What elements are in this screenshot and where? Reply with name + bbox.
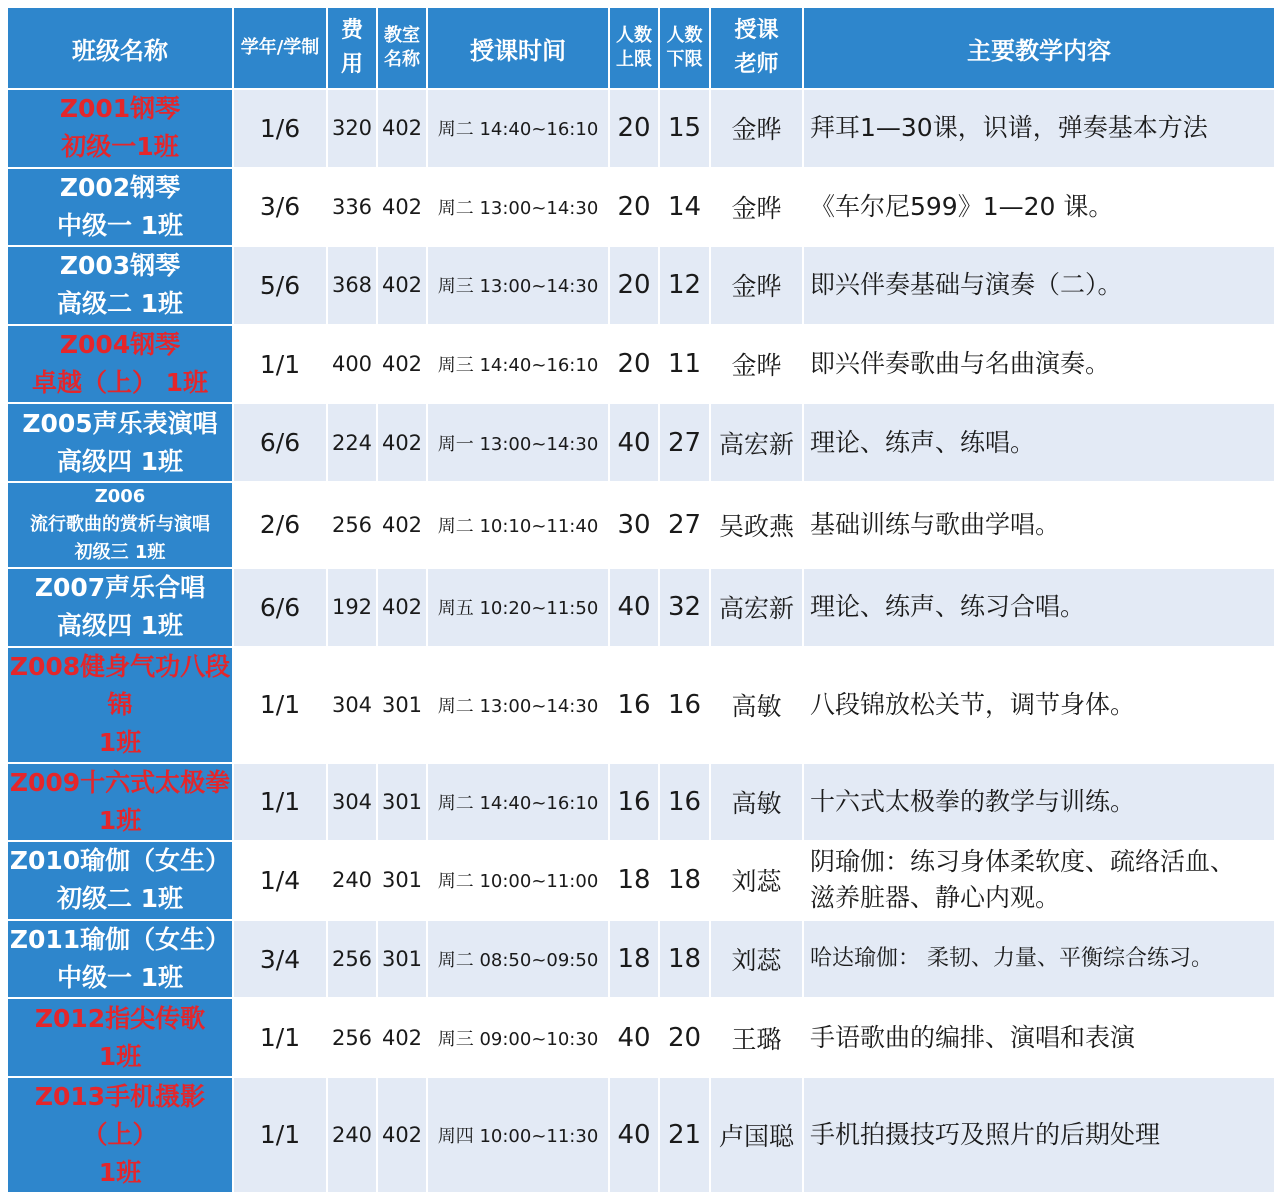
capacity-max-cell: 40 (609, 568, 659, 647)
header-content: 主要教学内容 (803, 7, 1275, 89)
time-cell: 周二 13:00~14:30 (427, 647, 609, 763)
class-name-cell (7, 403, 233, 482)
year-cell: 6/6 (233, 403, 327, 482)
table-row (7, 168, 1275, 247)
capacity-min-cell: 12 (659, 246, 710, 325)
capacity-min-cell: 18 (659, 841, 710, 920)
capacity-max-cell: 40 (609, 998, 659, 1077)
room-cell: 402 (377, 998, 427, 1077)
time-cell: 周五 10:20~11:50 (427, 568, 609, 647)
capacity-max-cell: 20 (609, 89, 659, 168)
time-cell: 周二 14:40~16:10 (427, 763, 609, 842)
teacher-cell: 高敏 (710, 763, 803, 842)
content-cell (803, 841, 1275, 920)
capacity-min-cell: 18 (659, 920, 710, 999)
content-line: 滋养脏器、静心内观。 (810, 883, 1061, 913)
table-row (7, 763, 1275, 842)
header-room: 教室 名称 (377, 7, 427, 89)
teacher-cell: 吴政燕 (710, 482, 803, 568)
fee-cell: 256 (327, 998, 377, 1077)
content-cell (803, 325, 1275, 404)
year-cell: 1/4 (233, 841, 327, 920)
fee-cell: 240 (327, 1077, 377, 1193)
class-name-line: Z006 (94, 485, 146, 507)
content-cell (803, 168, 1275, 247)
class-name-cell (7, 168, 233, 247)
table-row (7, 998, 1275, 1077)
class-name-line: Z010瑜伽（女生） (9, 846, 231, 876)
year-cell: 5/6 (233, 246, 327, 325)
room-cell: 402 (377, 1077, 427, 1193)
room-cell: 402 (377, 403, 427, 482)
teacher-cell: 卢国聪 (710, 1077, 803, 1193)
class-name-line: Z007声乐合唱 (34, 573, 206, 603)
course-table (6, 6, 1276, 1194)
year-cell: 1/1 (233, 325, 327, 404)
content-cell (803, 763, 1275, 842)
teacher-cell: 刘蕊 (710, 841, 803, 920)
content-line: 基础训练与歌曲学唱。 (810, 509, 1061, 539)
year-cell: 1/1 (233, 1077, 327, 1193)
class-name-line: Z011瑜伽（女生） (9, 925, 231, 955)
room-cell: 301 (377, 647, 427, 763)
class-name-cell (7, 647, 233, 763)
table-row (7, 403, 1275, 482)
class-name-cell (7, 325, 233, 404)
capacity-min-cell: 27 (659, 403, 710, 482)
content-cell (803, 920, 1275, 999)
teacher-cell: 王璐 (710, 998, 803, 1077)
content-line: 即兴伴奏基础与演奏（二）。 (810, 270, 1123, 300)
content-cell (803, 1077, 1275, 1193)
class-name-line: 流行歌曲的赏析与演唱 (30, 513, 210, 535)
content-line: 即兴伴奏歌曲与名曲演奏。 (810, 349, 1111, 379)
time-cell: 周一 13:00~14:30 (427, 403, 609, 482)
capacity-min-cell: 11 (659, 325, 710, 404)
capacity-max-cell: 18 (609, 920, 659, 999)
room-cell: 402 (377, 246, 427, 325)
class-name-line: Z001钢琴 (59, 94, 181, 124)
room-cell: 301 (377, 763, 427, 842)
teacher-cell: 金晔 (710, 168, 803, 247)
room-cell: 402 (377, 325, 427, 404)
header-time: 授课时间 (427, 7, 609, 89)
capacity-max-cell: 18 (609, 841, 659, 920)
room-cell: 301 (377, 920, 427, 999)
content-cell (803, 246, 1275, 325)
time-cell: 周三 14:40~16:10 (427, 325, 609, 404)
class-name-line: 初级一1班 (61, 132, 179, 162)
class-name-cell (7, 763, 233, 842)
teacher-cell: 金晔 (710, 325, 803, 404)
class-name-line: Z005声乐表演唱 (22, 408, 218, 438)
table-row (7, 89, 1275, 168)
course-table-wrapper (6, 6, 1276, 1194)
year-cell: 1/1 (233, 998, 327, 1077)
content-cell (803, 998, 1275, 1077)
class-name-line: Z004钢琴 (59, 330, 181, 360)
capacity-min-cell: 32 (659, 568, 710, 647)
class-name-line: 高级四 1班 (56, 611, 184, 641)
time-cell: 周二 13:00~14:30 (427, 168, 609, 247)
time-cell: 周三 09:00~10:30 (427, 998, 609, 1077)
class-name-line: Z002钢琴 (59, 172, 181, 202)
table-row (7, 246, 1275, 325)
room-cell: 301 (377, 841, 427, 920)
table-body (7, 89, 1275, 1193)
capacity-min-cell: 16 (659, 763, 710, 842)
room-cell: 402 (377, 568, 427, 647)
fee-cell: 368 (327, 246, 377, 325)
room-cell: 402 (377, 89, 427, 168)
header-teacher: 授课 老师 (710, 7, 803, 89)
table-row (7, 1077, 1275, 1193)
fee-cell: 320 (327, 89, 377, 168)
fee-cell: 304 (327, 647, 377, 763)
header-year: 学年/学制 (233, 7, 327, 89)
content-line: 拜耳1—30课，识谱，弹奏基本方法 (810, 113, 1208, 143)
time-cell: 周二 10:00~11:00 (427, 841, 609, 920)
class-name-cell (7, 1077, 233, 1193)
class-name-line: 中级一 1班 (56, 963, 184, 993)
class-name-line: 1班 (98, 1041, 142, 1071)
content-line: 手语歌曲的编排、演唱和表演 (810, 1022, 1136, 1052)
content-line: 理论、练声、练唱。 (810, 427, 1036, 457)
capacity-max-cell: 40 (609, 403, 659, 482)
header-capacity-min: 人数 下限 (659, 7, 710, 89)
content-cell (803, 89, 1275, 168)
teacher-cell: 刘蕊 (710, 920, 803, 999)
capacity-min-cell: 14 (659, 168, 710, 247)
capacity-max-cell: 20 (609, 325, 659, 404)
teacher-cell: 高宏新 (710, 403, 803, 482)
year-cell: 3/4 (233, 920, 327, 999)
capacity-max-cell: 20 (609, 168, 659, 247)
content-cell (803, 403, 1275, 482)
class-name-line: Z009十六式太极拳 (9, 767, 231, 797)
content-line: 阴瑜伽：练习身体柔软度、疏络活血、 (810, 847, 1236, 877)
capacity-min-cell: 20 (659, 998, 710, 1077)
time-cell: 周二 08:50~09:50 (427, 920, 609, 999)
class-name-cell (7, 568, 233, 647)
class-name-cell (7, 246, 233, 325)
fee-cell: 240 (327, 841, 377, 920)
fee-cell: 304 (327, 763, 377, 842)
year-cell: 2/6 (233, 482, 327, 568)
year-cell: 3/6 (233, 168, 327, 247)
class-name-line: 高级二 1班 (56, 289, 184, 319)
class-name-line: Z013手机摄影（上） (34, 1081, 206, 1149)
fee-cell: 400 (327, 325, 377, 404)
fee-cell: 336 (327, 168, 377, 247)
capacity-min-cell: 21 (659, 1077, 710, 1193)
content-line: 手机拍摄技巧及照片的后期处理 (810, 1119, 1161, 1149)
capacity-max-cell: 16 (609, 763, 659, 842)
capacity-max-cell: 20 (609, 246, 659, 325)
teacher-cell: 高敏 (710, 647, 803, 763)
fee-cell: 256 (327, 482, 377, 568)
capacity-min-cell: 27 (659, 482, 710, 568)
class-name-cell (7, 998, 233, 1077)
year-cell: 1/1 (233, 647, 327, 763)
class-name-line: 1班 (98, 1157, 142, 1187)
time-cell: 周三 13:00~14:30 (427, 246, 609, 325)
table-row (7, 647, 1275, 763)
room-cell: 402 (377, 168, 427, 247)
content-line: 《车尔尼599》1—20 课。 (810, 191, 1114, 221)
table-row (7, 920, 1275, 999)
header-row (7, 7, 1275, 89)
header-class-name: 班级名称 (7, 7, 233, 89)
table-row (7, 482, 1275, 568)
content-line: 哈达瑜伽： 柔韧、力量、平衡综合练习。 (810, 946, 1213, 972)
capacity-max-cell: 40 (609, 1077, 659, 1193)
teacher-cell: 金晔 (710, 89, 803, 168)
content-line: 十六式太极拳的教学与训练。 (810, 786, 1136, 816)
class-name-cell (7, 89, 233, 168)
capacity-min-cell: 16 (659, 647, 710, 763)
header-fee: 费 用 (327, 7, 377, 89)
fee-cell: 256 (327, 920, 377, 999)
time-cell: 周二 10:10~11:40 (427, 482, 609, 568)
table-row (7, 841, 1275, 920)
class-name-cell (7, 482, 233, 568)
teacher-cell: 金晔 (710, 246, 803, 325)
class-name-line: 1班 (98, 805, 142, 835)
class-name-line: Z008健身气功八段锦 (9, 651, 231, 719)
content-line: 八段锦放松关节，调节身体。 (810, 689, 1136, 719)
table-row (7, 568, 1275, 647)
capacity-max-cell: 16 (609, 647, 659, 763)
teacher-cell: 高宏新 (710, 568, 803, 647)
capacity-min-cell: 15 (659, 89, 710, 168)
table-row (7, 325, 1275, 404)
content-cell (803, 482, 1275, 568)
class-name-line: 1班 (98, 727, 142, 757)
class-name-line: 初级三 1班 (74, 541, 166, 563)
class-name-line: Z012指尖传歌 (34, 1003, 206, 1033)
class-name-cell (7, 920, 233, 999)
year-cell: 6/6 (233, 568, 327, 647)
content-cell (803, 568, 1275, 647)
capacity-max-cell: 30 (609, 482, 659, 568)
year-cell: 1/1 (233, 763, 327, 842)
fee-cell: 192 (327, 568, 377, 647)
class-name-cell (7, 841, 233, 920)
class-name-line: 中级一 1班 (56, 210, 184, 240)
header-capacity-max: 人数 上限 (609, 7, 659, 89)
year-cell: 1/6 (233, 89, 327, 168)
room-cell: 402 (377, 482, 427, 568)
class-name-line: Z003钢琴 (59, 251, 181, 281)
time-cell: 周四 10:00~11:30 (427, 1077, 609, 1193)
content-cell (803, 647, 1275, 763)
time-cell: 周二 14:40~16:10 (427, 89, 609, 168)
class-name-line: 卓越（上） 1班 (31, 368, 209, 398)
class-name-line: 高级四 1班 (56, 446, 184, 476)
class-name-line: 初级二 1班 (56, 884, 184, 914)
fee-cell: 224 (327, 403, 377, 482)
content-line: 理论、练声、练习合唱。 (810, 592, 1086, 622)
